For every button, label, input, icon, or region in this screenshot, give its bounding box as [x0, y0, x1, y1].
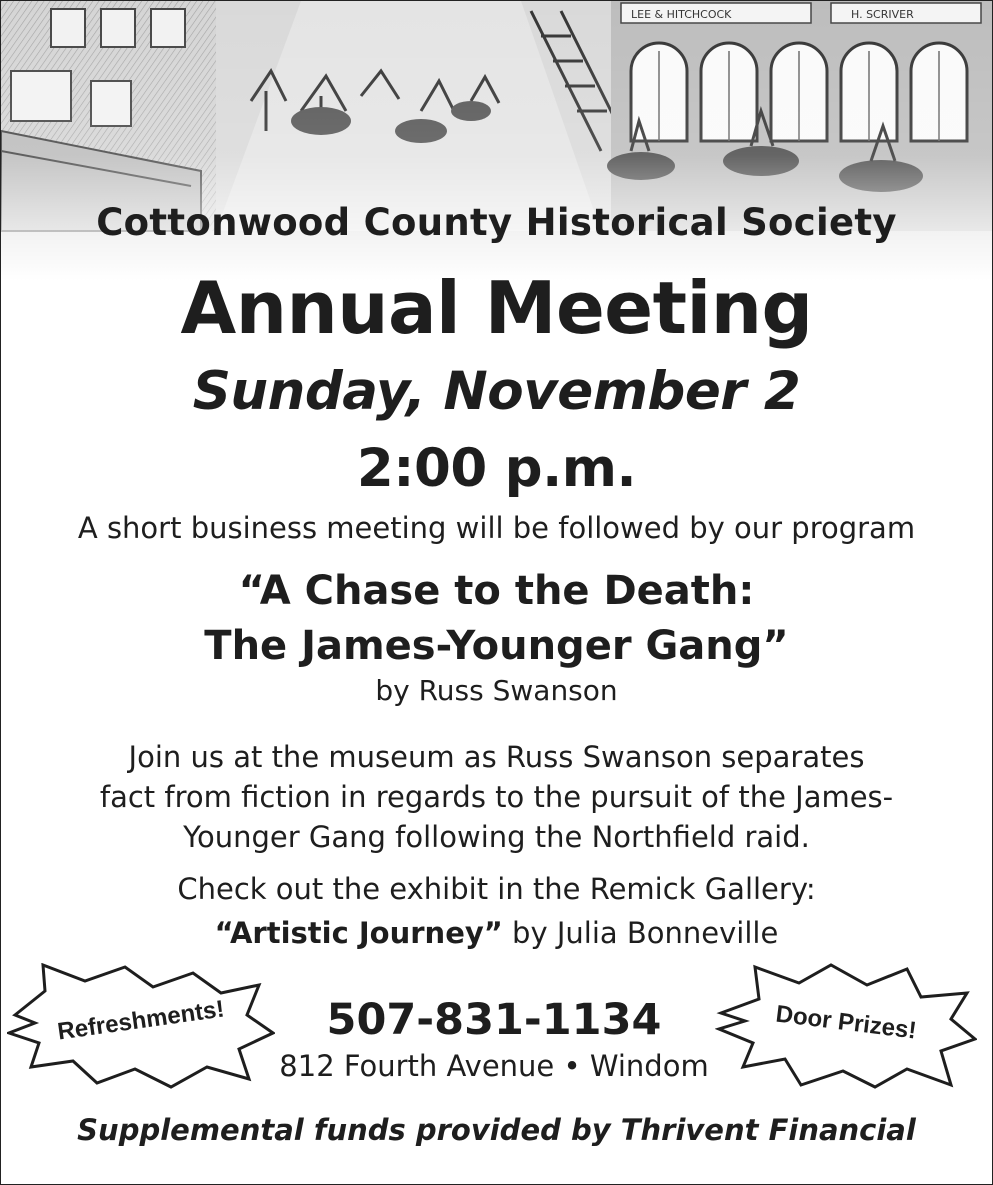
phone-number: 507-831-1134	[326, 995, 662, 1045]
exhibit-title-line	[1, 916, 992, 950]
program-intro: A short business meeting will be followed by our program	[77, 511, 916, 545]
program-description	[1, 737, 992, 857]
event-title: Annual Meeting	[180, 266, 813, 350]
program-title-line-2: The James-Younger Gang”	[204, 623, 789, 669]
event-date: Sunday, November 2	[192, 361, 801, 422]
exhibit-artist: by Julia Bonneville	[502, 916, 779, 950]
exhibit-name: “Artistic Journey”	[214, 916, 503, 950]
address: 812 Fourth Avenue • Windom	[279, 1049, 709, 1083]
event-time: 2:00 p.m.	[356, 438, 637, 499]
description-line: Younger Gang following the Northfield raid.	[183, 820, 810, 854]
society-name: Cottonwood County Historical Society	[96, 201, 897, 244]
sponsor-credit: Supplemental funds provided by Thrivent Financial	[77, 1113, 916, 1147]
description-line: fact from fiction in regards to the pursuit of the James-	[99, 780, 894, 814]
refreshments-burst	[7, 963, 275, 1089]
exhibit-intro: Check out the exhibit in the Remick Gallery:	[177, 872, 816, 906]
door-prizes-burst	[715, 963, 977, 1089]
description-line: Join us at the museum as Russ Swanson separates	[128, 740, 865, 774]
door-prizes-label: Door Prizes!	[774, 1000, 918, 1045]
program-title-line-1: “A Chase to the Death:	[238, 568, 755, 614]
refreshments-label: Refreshments!	[55, 995, 227, 1046]
program-byline: by Russ Swanson	[375, 674, 618, 707]
